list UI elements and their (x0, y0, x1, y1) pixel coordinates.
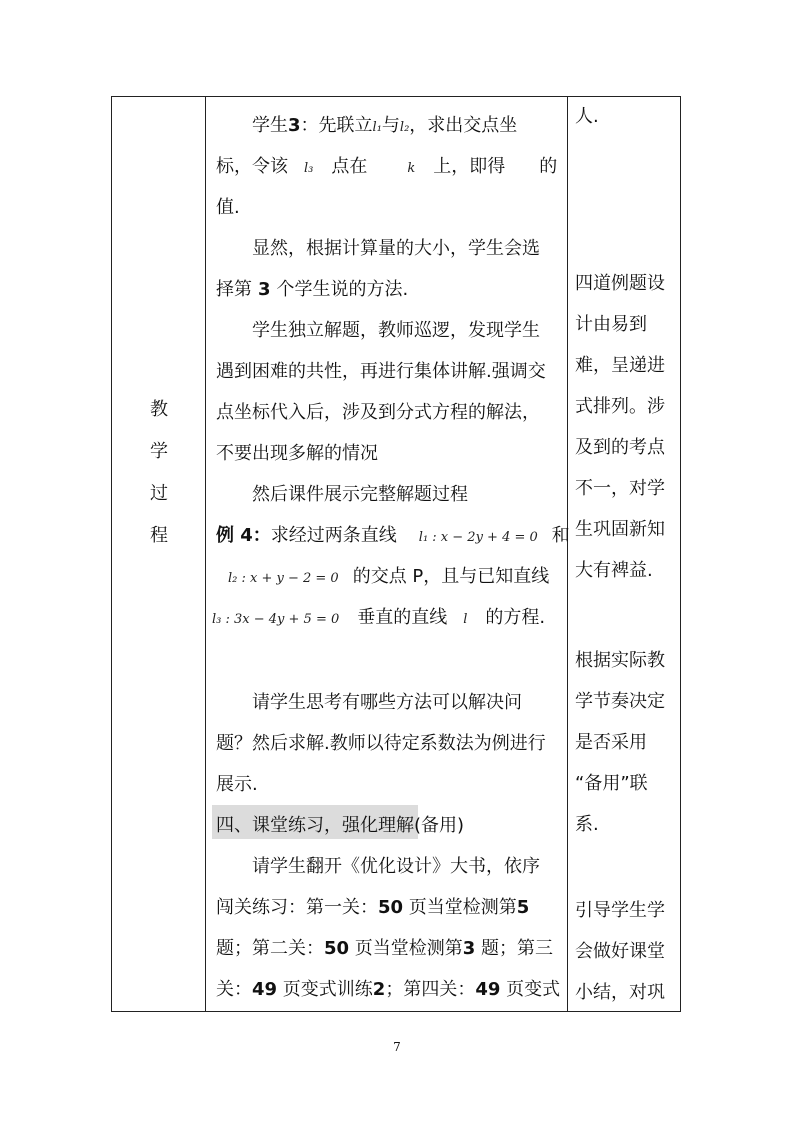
note-line: 人. (575, 106, 599, 127)
stage-label-char: 教 (150, 399, 168, 420)
content-line: 关：49 页变式训练2；第四关：49 页变式 (216, 979, 561, 1000)
note-line: 四道例题设 (575, 273, 665, 294)
note-line: 计由易到 (575, 314, 647, 335)
note-line: 引导学生学 (575, 900, 665, 921)
content-line: 题；第二关：50 页当堂检测第3 题；第三 (216, 938, 554, 959)
note-line: 学节奏决定 (575, 691, 665, 712)
content-line: 学生独立解题，教师巡逻，发现学生 (252, 320, 540, 341)
content-line: 遇到困难的共性，再进行集体讲解.强调交 (216, 361, 546, 382)
column-divider (567, 97, 568, 1011)
stage-label-char: 程 (150, 525, 168, 546)
content-line: 题？然后求解.教师以待定系数法为例进行 (216, 733, 546, 754)
note-line: 不一，对学 (575, 478, 665, 499)
content-line: 不要出现多解的情况 (216, 443, 378, 464)
note-line: 生巩固新知 (575, 519, 665, 540)
content-line: 请学生翻开《优化设计》大书，依序 (252, 856, 540, 877)
note-line: 大有裨益. (575, 560, 653, 581)
stage-label-char: 过 (150, 483, 168, 504)
example-4-line: 例 4：求经过两条直线 l₁ : x − 2y + 4 = 0 和 (216, 525, 570, 546)
section-heading: 四、课堂练习，强化理解(备用) (216, 815, 465, 836)
note-line: 难，呈递进 (575, 355, 665, 376)
content-line: 闯关练习：第一关：50 页当堂检测第5 (216, 897, 530, 918)
stage-label-char: 学 (150, 441, 168, 462)
lesson-plan-table (111, 96, 681, 1012)
example-4-line: l₂ : x + y − 2 = 0 的交点 P，且与已知直线 (228, 566, 550, 587)
content-line: 展示. (216, 774, 258, 795)
content-line: 择第 3 个学生说的方法. (216, 279, 409, 300)
note-line: 是否采用 (575, 732, 647, 753)
content-line: 值. (216, 197, 240, 218)
note-line: “备用”联 (575, 773, 648, 794)
example-4-line: l₃ : 3x − 4y + 5 = 0 垂直的直线 l 的方程. (212, 607, 546, 628)
content-line: 点坐标代入后，涉及到分式方程的解法， (216, 402, 540, 423)
column-divider (205, 97, 206, 1011)
content-line: 学生3：先联立l₁与l₂，求出交点坐 (252, 115, 518, 136)
note-line: 系. (575, 814, 599, 835)
note-line: 根据实际教 (575, 650, 665, 671)
content-line: 显然，根据计算量的大小，学生会选 (252, 238, 540, 259)
stage-label-column (112, 97, 205, 1011)
content-line: 标，令该 l₃ 点在 k 上，即得 的 (216, 156, 558, 177)
note-line: 式排列。涉 (575, 396, 665, 417)
design-intent-column (575, 97, 679, 1011)
page-number: 7 (393, 1040, 401, 1054)
content-line: 请学生思考有哪些方法可以解决问 (252, 692, 522, 713)
note-line: 及到的考点 (575, 437, 665, 458)
teaching-content-column (208, 97, 570, 1011)
note-line: 小结，对巩 (575, 982, 665, 1003)
note-line: 会做好课堂 (575, 941, 665, 962)
content-line: 然后课件展示完整解题过程 (252, 484, 468, 505)
